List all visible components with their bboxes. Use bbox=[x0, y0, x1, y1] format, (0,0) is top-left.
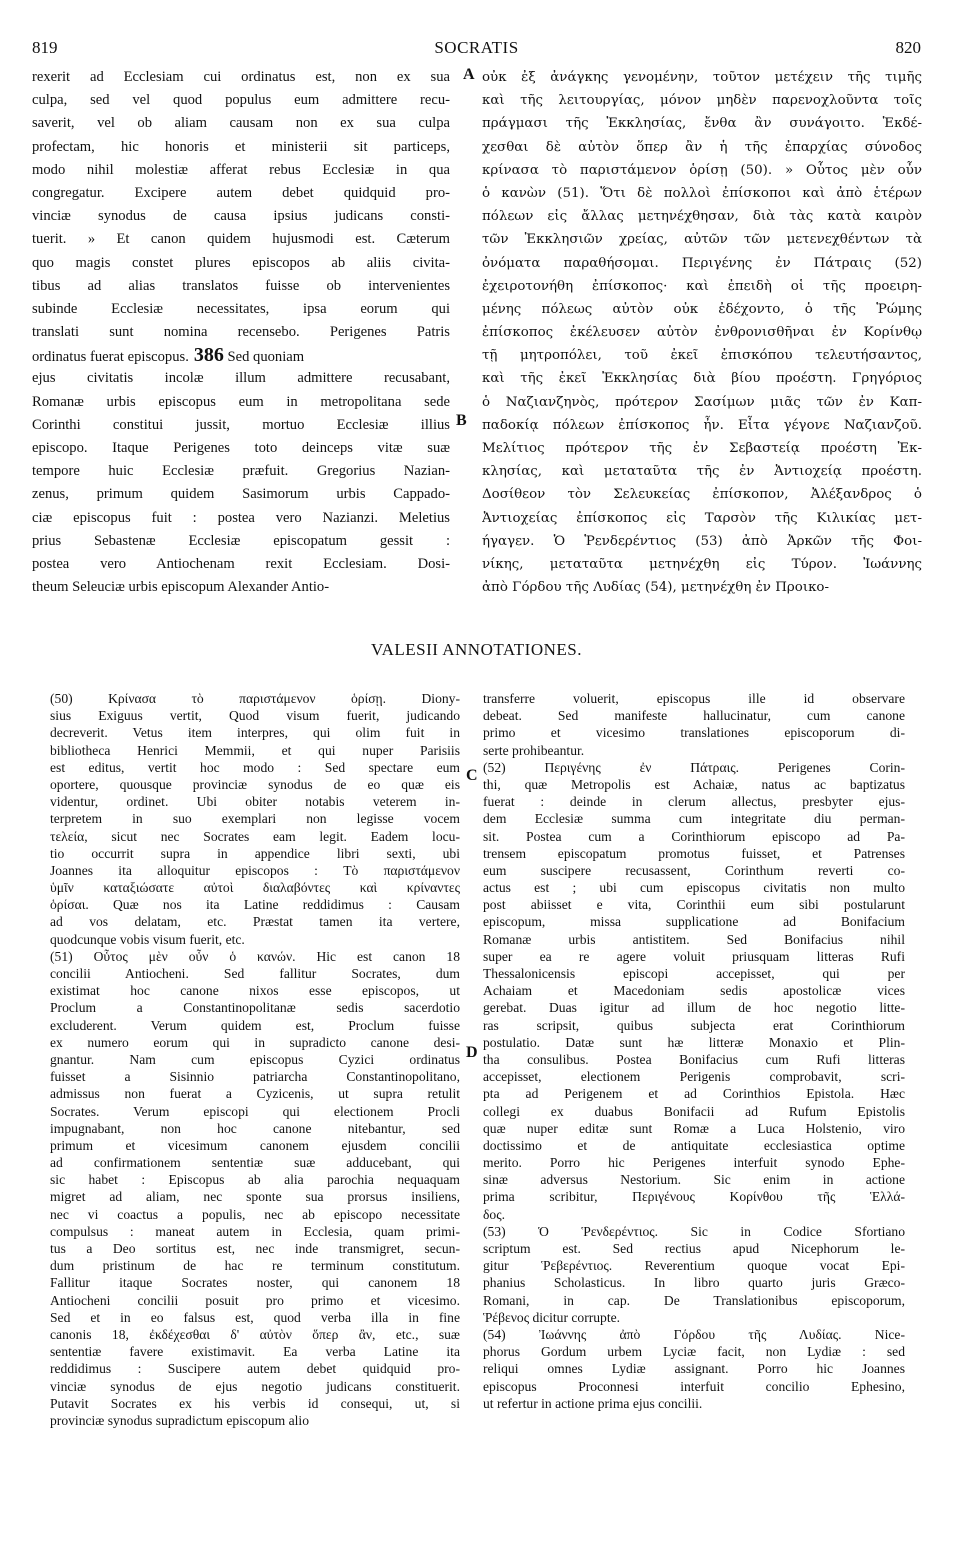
greek-line: ὁ Ναζιανζηνὸς, πρότερον Σασίμων μιᾶς τῶν ἐν Καπ- bbox=[482, 394, 922, 410]
latin-line: tuerit. » Et canon quidem hujusmodi est. Cæterum bbox=[32, 231, 450, 248]
note-line: ras scripsit, quibus subjecta erat Corinthiorum bbox=[483, 1017, 905, 1033]
note-line: (50) Κρίνασα τὸ παριστάμενον ὁρίσῃ. Diony- bbox=[50, 691, 460, 706]
note-line: primo et vicesimo translationes episcoporum di- bbox=[483, 725, 905, 741]
note-line: super ea re agere voluit priusquam litteras Rufi bbox=[483, 948, 905, 964]
note-line: eum suscipere recusassent, Corinthum reverti co- bbox=[483, 862, 905, 878]
note-line: quæ nuper editæ sunt Romæ a Luca Holstenio, viro bbox=[483, 1120, 905, 1136]
note-line: impugnabant, non hoc canone nitebantur, sed bbox=[50, 1120, 460, 1136]
note-line: merito. Porro hic Perigenes interfuit synodo Ephe- bbox=[483, 1155, 905, 1171]
note-line: debeat. Sed manifeste hallucinatur, cum canone bbox=[483, 708, 905, 724]
note-line: episcopum, missa supplicatione ad Bonifacium bbox=[483, 914, 905, 930]
note-line: nec vi coactus a populis, nec ab episcopo necessitate bbox=[50, 1206, 460, 1222]
note-line: tha consulibus. Postea Bonifacius cum Rufi litteras bbox=[483, 1051, 905, 1067]
note-line: Socrates. Verum episcopi qui electionem Procli bbox=[50, 1103, 460, 1119]
note-line: canonis 18, ἐκδέχεσθαι δ' αὐτὸν ὅπερ ἂν, etc., suæ bbox=[50, 1326, 460, 1342]
note-line: sic habet : Episcopus ab alia parochia nequaquam bbox=[50, 1172, 460, 1188]
annotations-left-column bbox=[50, 690, 460, 1429]
greek-line: Μελίτιος πρότερον τῆς ἐν Σεβαστείᾳ προέστη Ἐκ- bbox=[482, 441, 922, 456]
note-line: ut refertur in actione prima ejus concilii. bbox=[483, 1395, 703, 1411]
greek-line: πράγμασι τῆς Ἐκκλησίας, ἔνθα ἂν συνάγοιτο. Ἐκδέ- bbox=[482, 116, 922, 132]
note-line: quodcunque vobis visum fuerit, etc. bbox=[50, 931, 245, 947]
note-line: Antiocheni concilii posuit pro primo et vicesimo. bbox=[50, 1292, 460, 1308]
note-line: concilii Antiocheni. Sed fallitur Socrates, dum bbox=[50, 966, 460, 981]
note-line: terpretem in suo exemplari non legisse vocem bbox=[50, 811, 460, 827]
note-line: est editus, vertit hoc modo : Sed spectare eum bbox=[50, 759, 460, 775]
latin-line: postea vero Antiochenam rexit Ecclesiam. Dosi- bbox=[32, 555, 450, 572]
note-line: sius Exiguus vertit, Quod visum fuerit, judicando bbox=[50, 708, 460, 724]
note-line: decreverit. Vetus item interpres, qui olim fuit in bbox=[50, 725, 460, 741]
greek-line: καὶ τῆς ἐκεῖ Ἐκκλησίας διὰ βίου προέστη. Γρηγόριος bbox=[482, 371, 922, 387]
note-line: gerebat. Duas igitur ad illum de hoc negotio litte- bbox=[483, 1000, 905, 1016]
note-line: provinciæ synodus supradictum episcopum alio bbox=[50, 1412, 310, 1428]
note-line: Proclum a Constantinopolitanæ sedis sacerdotio bbox=[50, 1000, 460, 1016]
latin-line: ejus civitatis incolæ illum admittere recusabant, bbox=[32, 370, 450, 387]
greek-line: νίκης, μεταταῦτα μετηνέχθη εἰς Τύρον. Ἰωάννης bbox=[482, 556, 922, 572]
note-line: Fallitur itaque Socrates noster, qui canonem 18 bbox=[50, 1275, 460, 1291]
latin-text-column bbox=[32, 66, 450, 599]
note-line: episcopus Proconnesi interfuit concilio Ephesino, bbox=[483, 1378, 905, 1394]
note-line: Romanæ urbis antistitem. Sed Bonifacius nihil bbox=[483, 931, 905, 947]
note-line: Sed et in eo falsus est, quod verba illa in fine bbox=[50, 1309, 460, 1325]
latin-line: vinciæ synodus de causa ipsius judicans consti- bbox=[32, 208, 450, 225]
note-line: Thessalonicensis episcopi accepisset, qui per bbox=[483, 966, 905, 981]
note-line: (51) Οὗτος μὲν οὖν ὁ κανών. Hic est canon 18 bbox=[50, 948, 460, 964]
note-line: (54) Ἰωάννης ἀπὸ Γόρδου τῆς Λυδίας. Nice- bbox=[483, 1326, 905, 1342]
greek-line: κλησίας, καὶ μεταταῦτα τῆς ἐν Ἀντιοχείᾳ προέστη. bbox=[482, 464, 922, 480]
note-line: oportere, quousque provinciæ synodus de eo quæ eis bbox=[50, 776, 460, 792]
note-line: tus a Deo sortitus est, nec inde transmigret, secun- bbox=[50, 1241, 460, 1256]
annotations-right-column bbox=[483, 690, 905, 1412]
note-line: dem Ecclesiæ summa cum integritate diu perman- bbox=[483, 811, 905, 827]
note-line: ad confirmationem sententiæ suæ adducebant, qui bbox=[50, 1155, 460, 1171]
note-line: doctissimo et de antiquitate ecclesiastica optime bbox=[483, 1137, 905, 1153]
latin-line: rexerit ad Ecclesiam cui ordinatus est, non ex sua bbox=[32, 69, 450, 85]
note-line: gnantur. Nam cum episcopus Cyzici ordinatus bbox=[50, 1051, 460, 1067]
note-line: pta ad Perigenem et ad Corinthios Epistola. Hæc bbox=[483, 1086, 905, 1102]
note-line: migret ad aliam, nec sponte sua prorsus insiliens, bbox=[50, 1189, 460, 1205]
greek-line: ήγαγεν. Ὁ Ῥενδερέντιος (53) ἀπὸ Ἀρκῶν τῆς Φοι- bbox=[482, 533, 922, 549]
greek-line: Ἀντιοχείας ἐπίσκοπος εἰς Ταρσὸν τῆς Κιλικίας μετ- bbox=[482, 510, 922, 526]
note-line: sententiæ favere existimavit. Ea verba Latine ita bbox=[50, 1344, 460, 1360]
note-line: reliqui omnes Lydiæ assignant. Porro hic Joannes bbox=[483, 1361, 905, 1377]
greek-line: τῇ μητροπόλει, τοῦ ἐκεῖ ἐπισκόπου τελευτήσαντος, bbox=[482, 348, 922, 364]
note-line: τελεία, sicut nec Socrates eam legit. Eadem locu- bbox=[50, 828, 460, 844]
greek-line: ὁ κανὼν (51). Ὅτι δὲ πολλοὶ ἐπίσκοποι καὶ ἀπὸ ἑτέρων bbox=[482, 185, 922, 201]
greek-line: ἀπὸ Γόρδου τῆς Λυδίας (54), μετηνέχθη ἐν Προικο- bbox=[482, 580, 830, 596]
note-line: fuisset a Sisinnio patriarcha Constantinopolitano, bbox=[50, 1069, 460, 1085]
greek-line: ὀνόματα παραθήσομαι. Περιγένης ἐν Πάτραις (52) bbox=[482, 255, 922, 271]
greek-line: ἐπίσκοπος ἐκέλευσεν αὐτὸν ἐνθρονισθῆναι ἐν Κορίνθῳ bbox=[482, 325, 922, 341]
note-line: serte prohibeantur. bbox=[483, 742, 585, 758]
greek-line: καὶ τῆς λειτουργίας, μόνον μηδὲν παρενοχλοῦντα τοῖς bbox=[482, 93, 922, 109]
greek-line: χεσθαι δὲ αὐτὸν ὅπερ ἂν ἡ τῆς ἐπαρχίας σύνοδος bbox=[482, 139, 922, 155]
latin-line: episcopo. Itaque Perigenes toto deinceps vitæ suæ bbox=[32, 440, 450, 456]
latin-line: zenus, primum quidem Sasimorum urbis Cappado- bbox=[32, 486, 450, 503]
latin-line: saverit, vel ob aliam causam non ex sua culpa bbox=[32, 115, 450, 132]
note-line: δος. bbox=[483, 1206, 505, 1222]
note-line: actus est ; ubi cum episcopus civitatis non multo bbox=[483, 880, 905, 896]
note-line: compulsus : maneat autem in Ecclesia, quam primi- bbox=[50, 1223, 460, 1239]
greek-line: οὐκ ἐξ ἀνάγκης γενομένην, τοῦτον μετέχειν τῆς τιμῆς bbox=[482, 70, 922, 85]
note-line: ὁρίσαι. Quæ nos ita Latine reddidimus : Causam bbox=[50, 897, 460, 913]
section-marker-c: C bbox=[466, 767, 478, 784]
note-line: accepisset, electionem Perigenis comprobavit, scri- bbox=[483, 1069, 905, 1085]
latin-line: prius Sebastenæ Ecclesiæ episcopatum gessit : bbox=[32, 532, 450, 549]
greek-line: ἐχειροτονήθη ἐπίσκοπος· καὶ ἐπειδὴ οἱ τῆς προειρη- bbox=[482, 278, 922, 294]
note-line: bibliotheca Henrici Memmii, et qui nuper Parisiis bbox=[50, 742, 460, 758]
note-line: dum pristinum de hac re terminum constitutum. bbox=[50, 1258, 460, 1274]
greek-line: μένης πόλεως αὐτὸν οὐκ ἐδέχοντο, ὁ τῆς Ῥώμης bbox=[482, 301, 922, 317]
latin-line: tempore huic Ecclesiæ præfuit. Gregorius Nazian- bbox=[32, 463, 450, 480]
latin-line: ordinatus fuerat episcopus. 386 Sed quoniam bbox=[32, 344, 305, 367]
latin-line: culpa, sed vel quod populus eum admittere recu- bbox=[32, 92, 450, 109]
latin-line: ciæ episcopus fuit : postea vero Nazianzi. Meletius bbox=[32, 509, 450, 526]
note-line: post abiisset e vita, Corinthii eum sibi postularunt bbox=[483, 897, 905, 913]
note-line: gitur Ῥεβερέντιος. Reverentium quoque vocat Epi- bbox=[483, 1258, 905, 1274]
running-header bbox=[32, 38, 921, 62]
note-line: sit. Postea cum a Corinthiorum episcopo ad Pa- bbox=[483, 828, 905, 844]
note-line: Joannes ita alloquitur episcopos : Τὸ παριστάμενον bbox=[50, 862, 460, 878]
note-line: thi, quæ Metropolis est Achaiæ, natus ac baptizatus bbox=[483, 776, 905, 792]
note-line: ad vos delatam, etc. Præstat tamen ita vertere, bbox=[50, 914, 460, 930]
latin-line: modo nihil molestiæ afferat rebus Ecclesiæ in qua bbox=[32, 161, 450, 178]
note-line: Romani, in cap. De Translationibus episcoporum, bbox=[483, 1292, 905, 1308]
note-line: transferre voluerit, episcopus ille id observare bbox=[483, 691, 905, 706]
latin-line: translati sunt nomina recensebo. Perigenes Patris bbox=[32, 324, 450, 341]
note-line: scriptum est. Sed rectius apud Nicephorum le- bbox=[483, 1241, 905, 1256]
page-number-right: 820 bbox=[895, 38, 921, 57]
note-line: vinciæ synodus de ejus negotio judicans constituerit. bbox=[50, 1378, 460, 1394]
greek-line: παδοκίᾳ πόλεων ἐπίσκοπος ἦν. Εἶτα γέγονε Ναζιανζοῦ. bbox=[482, 417, 922, 433]
latin-line: Romanæ urbis episcopus eum in metropolitana sede bbox=[32, 393, 450, 410]
greek-line: κρίνασα τὸ παριστάμενον ὁρίσῃ (50). » Οὗτος μὲν οὖν bbox=[482, 162, 922, 178]
latin-line: theum Seleuciæ urbis episcopum Alexander Antio- bbox=[32, 579, 330, 596]
latin-line: subinde Ecclesiæ necessitates, ipsa eorum qui bbox=[32, 300, 450, 317]
section-marker-a: A bbox=[463, 66, 475, 83]
note-line: prima scribitur, Περιγένους Κορίνθου τῆς Ἑλλά- bbox=[483, 1189, 905, 1205]
note-line: admissus non fuerat a Cyzicenis, ut supra retulit bbox=[50, 1086, 460, 1102]
note-line: collegi ex duabus Bonifacii ad Rufum Epistolis bbox=[483, 1103, 905, 1119]
note-line: ὑμῖν καταξιώσατε αὐτοὶ διαλαβόντες καὶ κρίναντες bbox=[50, 880, 460, 896]
note-line: existimat hoc canone nixos esse episcopos, ut bbox=[50, 983, 460, 999]
greek-line: τῶν Ἐκκλησιῶν χρείας, αὐτῶν τῶν μετενεχθέντων τὰ bbox=[482, 232, 922, 248]
page-number-left: 819 bbox=[32, 38, 58, 57]
note-line: tio occurrit supra in appendice libri sexti, ubi bbox=[50, 845, 460, 861]
note-line: fuerat : deinde in clerum allectus, presbyter ejus- bbox=[483, 794, 905, 810]
note-line: primum et vicesimum canonem ejusdem concilii bbox=[50, 1137, 460, 1153]
latin-line-continuation: Sed quoniam bbox=[223, 349, 305, 366]
latin-line: Corinthi constitui jussit, mortuo Ecclesiæ illius bbox=[32, 416, 450, 433]
note-line: Ῥέβενος dicitur corrupte. bbox=[483, 1309, 621, 1325]
latin-line: quo magis constet plures episcopos ab aliis civita- bbox=[32, 254, 450, 271]
note-line: videntur, ordinet. Ubi obiter notabis veterem in- bbox=[50, 794, 460, 810]
note-line: trensem episcopatum promotus fuisset, et Patrenses bbox=[483, 845, 905, 861]
note-line: phorus Gordum urbem Lyciæ facit, non Lydiæ : sed bbox=[483, 1344, 905, 1360]
latin-line: tibus ad alias translatos fuisse ob intervenientes bbox=[32, 277, 450, 294]
greek-text-column bbox=[482, 66, 922, 599]
note-line: reddidimus : Suscipere autem debet quidquid pro- bbox=[50, 1361, 460, 1377]
annotations-heading: VALESII ANNOTATIONES. bbox=[371, 640, 582, 659]
greek-line: πόλεων εἰς ἄλλας μετηνέχθησαν, διὰ τὰς κατὰ καιρὸν bbox=[482, 209, 922, 225]
section-marker-b: B bbox=[456, 412, 467, 429]
note-line: (53) Ὁ Ῥενδερέντιος. Sic in Codice Sfortiano bbox=[483, 1223, 905, 1239]
note-line: ex numero eorum qui in supradicto canone desi- bbox=[50, 1034, 460, 1050]
page-reference-number: 386 bbox=[188, 344, 224, 367]
note-line: excluderent. Verum quidem est, Proclum fuisse bbox=[50, 1017, 460, 1033]
note-line: sinæ adversus Nestorium. Sic enim in actione bbox=[483, 1172, 905, 1188]
note-line: Achaiam et Macedoniam sedis apostolicæ vices bbox=[483, 983, 905, 999]
latin-line: congregatur. Excipere autem debet quidquid pro- bbox=[32, 184, 450, 201]
note-line: (52) Περιγένης ἐν Πάτραις. Perigenes Corin- bbox=[483, 759, 905, 775]
greek-line: Δοσίθεον τὸν Σελευκείας ἐπίσκοπον, Ἀλέξανδρος ὁ bbox=[482, 487, 922, 503]
note-line: phanius Scholasticus. In libro quarto juris Græco- bbox=[483, 1275, 905, 1291]
running-title: SOCRATIS bbox=[434, 38, 519, 57]
note-line: Putavit Socrates ex his verbis id consequi, ut, si bbox=[50, 1395, 460, 1411]
section-marker-d: D bbox=[466, 1044, 478, 1061]
note-line: postulatio. Datæ sunt hæ litteræ Monaxio et Plin- bbox=[483, 1034, 905, 1050]
latin-line: profectam, hic honoris et ministerii sit particeps, bbox=[32, 138, 450, 155]
